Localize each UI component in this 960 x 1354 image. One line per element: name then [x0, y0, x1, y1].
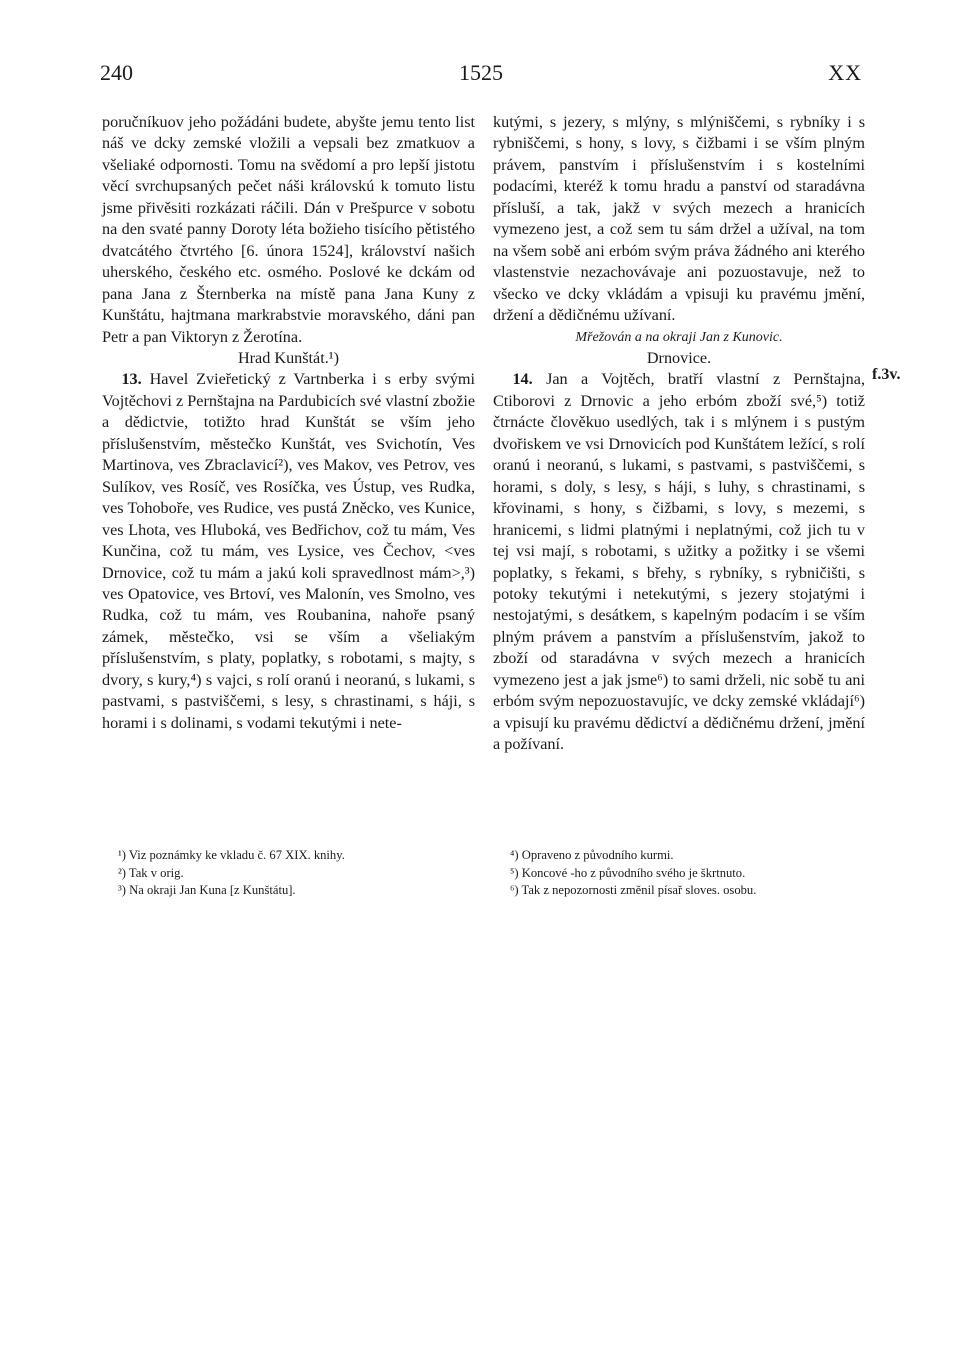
entry-text: Havel Zvieřetický z Vartnberka i s erby svými Vojtěchovi z Pernštajna na Pardubicích své vlastní zbožie a dědictvie, totižto hrad Kunštát se vším jeho příslušenstvím, městečko Kunštát, ves Svichotín, Ves Martinova, ves Zbraclavicí²), ves Makov, ves Petrov, ves Sulíkov, ves Rosíč, ves Rosíčka, ves Ústup, ves Rudka, ves Tohoboře, ves Rudice, ves pustá Zněcko, ves Kunice, ves Lhota, ves Hluboká, ves Bedřichov, což tu mám, Ves Kunčina, což tu mám, ves Lysice, ves Čechov, <ves Drnovice, což tu mám a jakú koli spravedlnost mám>,³) ves Opatovice, ves Brtoví, ves Malonín, ves Smolno, ves Rudka, což tu mám, ves Roubanina, nahoře psaný zámek, městečko, vsi se vším a všeliakým příslušenstvím, s platy, poplatky, s robotami, s majty, s dvory, s kury,⁴) s vajci, s rolí oranú i neoranú, s lukami, s pastvami, s pastviščemi, s lesy, s chrastinami, s háji, s horami i s dolinami, s vodami tekutými i nete- [102, 370, 476, 732]
entry-number: 13. [121, 370, 142, 389]
year-heading: 1525 [459, 60, 503, 85]
folio-margin-note: f.3v. [872, 366, 901, 383]
footnote: ⁴) Opraveno z původního kurmi. [510, 848, 674, 862]
footnotes-left [118, 847, 458, 900]
signature-note: Mřežován a na okraji Jan z Kunovic. [575, 329, 783, 345]
footnote: ⁵) Koncové -ho z původního svého je škrtnuto. [510, 865, 746, 880]
paragraph-continuation: kutými, s jezery, s mlýny, s mlýniščemi, s rybníky i s rybniščemi, s hony, s lovy, s čižbami i se vším plným právem, panstvím i příslušenstvím i s kostelními podacími, kteréž k tomu hradu a panství od staradávna přísluší, a tak, jakž v svých mezech a hranicích vymezeno jest, a což sem tu sám držel a užíval, na tom na všem sobě ani erbóm svým práva žádného ani kterého vlastenstvie nezachovávaje ani pozuostavuje, než to všecko ve dcky vkládám a vpisuji ku pravému jmění, držení a dědičnému užívaní. [493, 113, 865, 325]
left-column [102, 112, 475, 734]
footnote: ²) Tak v orig. [118, 865, 184, 880]
paragraph-charter-end: poručníkuov jeho požádáni budete, abyšte jemu tento list náš ve dcky zemské vložili a vepsali bez zmatkuov a všeliaké odpornosti. Tomu na svědomí a pro lepší jistotu věcí svrchupsaných pečet náši královskú k tomuto listu jsme přivěsiti rozkázati ráčili. Dán v Prešpurce v sobotu na den svaté panny Doroty léta božieho tisícího pětistého dvatcátého čtvrtého [6. února 1524], království našich uherského, českého etc. osmého. Poslové ke dckám od pana Jana z Šternberka na místě pana Jana Kuny z Kunštátu, hajtmana markrabstvie moravského, dáni pan Petr a pan Viktoryn z Žerotína. [102, 113, 475, 346]
footnote: ¹) Viz poznámky ke vkladu č. 67 XIX. knihy. [118, 848, 345, 862]
page-number: 240 [100, 60, 133, 85]
entry-number: 14. [512, 370, 533, 389]
footnote: ³) Na okraji Jan Kuna [z Kunštátu]. [118, 883, 296, 897]
entry-13 [102, 369, 475, 734]
quire-number: XX [828, 60, 862, 85]
entry-heading-hrad-kunstat: Hrad Kunštát.¹) [237, 348, 340, 367]
entry-text: Jan a Vojtěch, bratří vlastní z Pernštajna, Ctiborovi z Drnovic a jeho erbóm zboží své,⁵) totiž čtrnácte člověkuo usedlých, tak i s mlýnem i s pustým dvořiskem ve vsi Drnovicích pod Kunštátem ležící, s rolí oranú i neoranú, s lukami, s pastvami, s pastviščemi, s horami, s doly, s lesy, s háji, s luhy, s chrastinami, s křovinami, s hony, s čižbami, s lovy, s mezemi, s hranicemi, s lidmi platnými i neplatnými, což jich tu v tej vsi mají, s robotami, s užitky a požitky i se všemi poplatky, s řekami, s břehy, s rybníky, s rybničišti, s potoky tekutými i netekutými, s jezery stojatými i nestojatými, s desátkem, s kapelným podacím i se vším plným právem a panstvím a příslušenstvím, jakož to zboží od staradávna v svých mezech a hranicích vymezeno jest a jak jsme⁶) to sami drželi, nic sobě tu ani erbóm svým nepozuostavujíc, ve dcky zemské vkládají⁶) a vpisují ku pravému dědictví a dědičnému držení, jmění a požívaní. [493, 370, 865, 754]
entry-14 [493, 369, 865, 755]
footnotes-right [510, 847, 860, 900]
footnote: ⁶) Tak z nepozornosti změnil písař sloves. osobu. [510, 883, 757, 897]
running-head [100, 58, 862, 88]
entry-heading-drnovice: Drnovice. [646, 348, 712, 367]
right-column [493, 112, 865, 756]
